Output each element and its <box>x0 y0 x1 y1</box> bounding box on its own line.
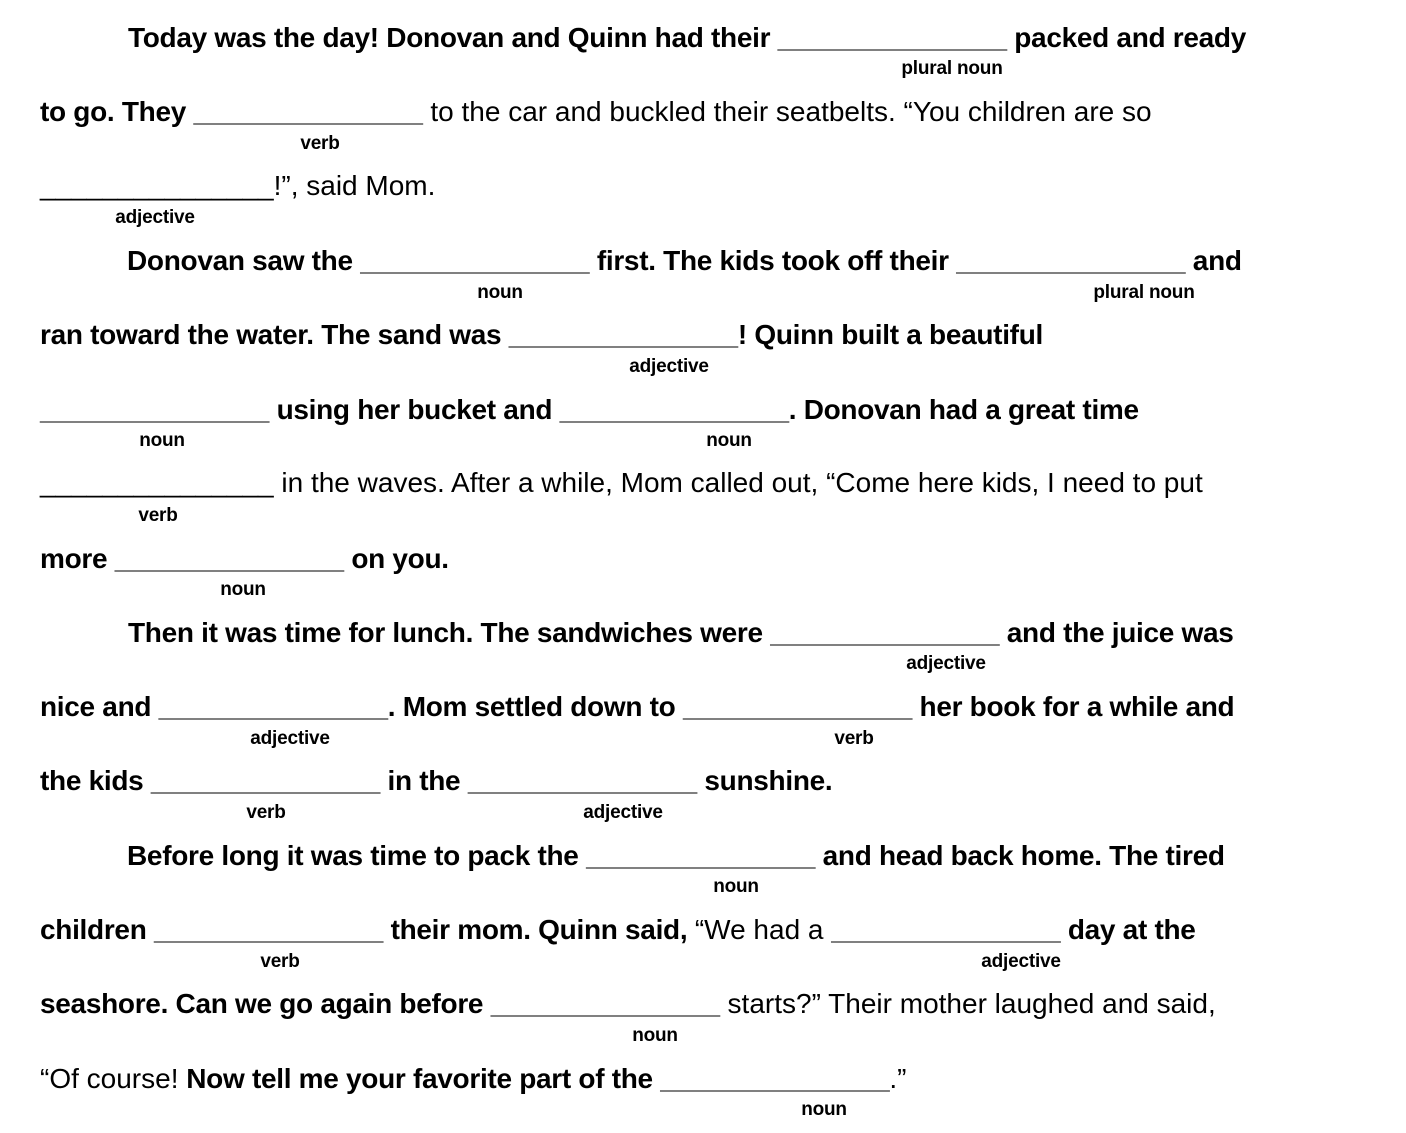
blank-line: _______________ <box>770 617 1000 648</box>
story-text: ! Quinn built a beautiful <box>737 319 1043 350</box>
blank-line: _______________ <box>831 914 1061 945</box>
part-of-speech-label: noun <box>139 430 185 451</box>
blank-line: _______________ <box>40 394 270 425</box>
part-of-speech-label: adjective <box>629 356 709 377</box>
story-text: sunshine. <box>696 765 833 796</box>
story-text: their mom. Quinn said, <box>383 914 695 945</box>
story-text: the kids <box>40 765 151 796</box>
part-of-speech-label: adjective <box>250 728 330 749</box>
story-line <box>40 394 1139 426</box>
part-of-speech-label: verb <box>300 133 340 154</box>
part-of-speech-label: noun <box>632 1025 678 1046</box>
story-line <box>40 765 832 797</box>
part-of-speech-label: verb <box>246 802 286 823</box>
blank-line: _______________ <box>467 765 697 796</box>
part-of-speech-label: adjective <box>115 207 195 228</box>
blank-line: _______________ <box>40 467 274 498</box>
story-text: on you. <box>343 543 449 574</box>
story-text: in the waves. After a while, Mom called out, “Come here kids, I need to put <box>273 467 1203 498</box>
part-of-speech-label: noun <box>220 579 266 600</box>
blank-line: _______________ <box>586 840 816 871</box>
story-text: seashore. Can we go again before <box>40 988 491 1019</box>
story-text: starts?” Their mother laughed and said, <box>719 988 1216 1019</box>
part-of-speech-label: adjective <box>981 951 1061 972</box>
story-text: her book for a while and <box>912 691 1235 722</box>
story-text: and head back home. The tired <box>815 840 1225 871</box>
blank-line: _______________ <box>490 988 720 1019</box>
blank-line: _______________ <box>559 394 789 425</box>
story-text: . Mom settled down to <box>387 691 683 722</box>
blank-line: _______________ <box>508 319 738 350</box>
blank-line: _______________ <box>777 22 1007 53</box>
story-text: packed and ready <box>1006 22 1246 53</box>
story-line <box>128 22 1246 54</box>
story-line <box>127 245 1242 277</box>
story-text: and the juice was <box>999 617 1234 648</box>
story-line <box>40 467 1203 499</box>
story-line <box>40 96 1152 128</box>
story-text: !”, said Mom. <box>273 170 436 201</box>
part-of-speech-label: adjective <box>906 653 986 674</box>
blank-line: _______________ <box>193 96 423 127</box>
story-line <box>40 543 449 575</box>
blank-line: _______________ <box>682 691 913 722</box>
story-text: children <box>40 914 154 945</box>
story-text: Before long it was time to pack the <box>127 840 587 871</box>
story-line <box>40 1063 906 1095</box>
part-of-speech-label: noun <box>801 1099 847 1120</box>
story-text: . Donovan had a great time <box>788 394 1139 425</box>
story-text: Donovan saw the <box>127 245 361 276</box>
story-text: to go. They <box>40 96 194 127</box>
story-line <box>40 319 1043 351</box>
story-line <box>40 914 1196 946</box>
story-text: “We had a <box>694 914 832 945</box>
story-text: to the car and buckled their seatbelts. “You children are so <box>422 96 1152 127</box>
part-of-speech-label: noun <box>706 430 752 451</box>
part-of-speech-label: plural noun <box>901 58 1003 79</box>
story-line <box>128 617 1234 649</box>
part-of-speech-label: verb <box>138 505 178 526</box>
part-of-speech-label: verb <box>260 951 300 972</box>
story-text: Now tell me your favorite part of the <box>186 1063 661 1094</box>
story-text: “Of course! <box>40 1063 187 1094</box>
story-text: more <box>40 543 115 574</box>
story-text: Today was the day! Donovan and Quinn had their <box>128 22 778 53</box>
blank-line: _______________ <box>360 245 590 276</box>
story-text: first. The kids took off their <box>589 245 957 276</box>
blank-line: _______________ <box>40 170 274 201</box>
story-line <box>40 988 1216 1020</box>
story-line <box>127 840 1225 872</box>
story-text: and <box>1185 245 1242 276</box>
part-of-speech-label: verb <box>834 728 874 749</box>
story-text: Then it was time for lunch. The sandwiches were <box>128 617 771 648</box>
story-text: .” <box>889 1063 907 1094</box>
story-text: in the <box>379 765 468 796</box>
part-of-speech-label: noun <box>713 876 759 897</box>
part-of-speech-label: adjective <box>583 802 663 823</box>
story-text: using her bucket and <box>269 394 560 425</box>
blank-line: _______________ <box>114 543 344 574</box>
part-of-speech-label: plural noun <box>1093 282 1195 303</box>
blank-line: _______________ <box>154 914 384 945</box>
blank-line: _______________ <box>660 1063 890 1094</box>
story-text: nice and <box>40 691 159 722</box>
story-text: ran toward the water. The sand was <box>40 319 509 350</box>
blank-line: _______________ <box>158 691 388 722</box>
story-text: day at the <box>1060 914 1196 945</box>
part-of-speech-label: noun <box>477 282 523 303</box>
blank-line: _______________ <box>150 765 380 796</box>
story-line <box>40 170 435 202</box>
story-line <box>40 691 1234 723</box>
blank-line: _______________ <box>956 245 1186 276</box>
